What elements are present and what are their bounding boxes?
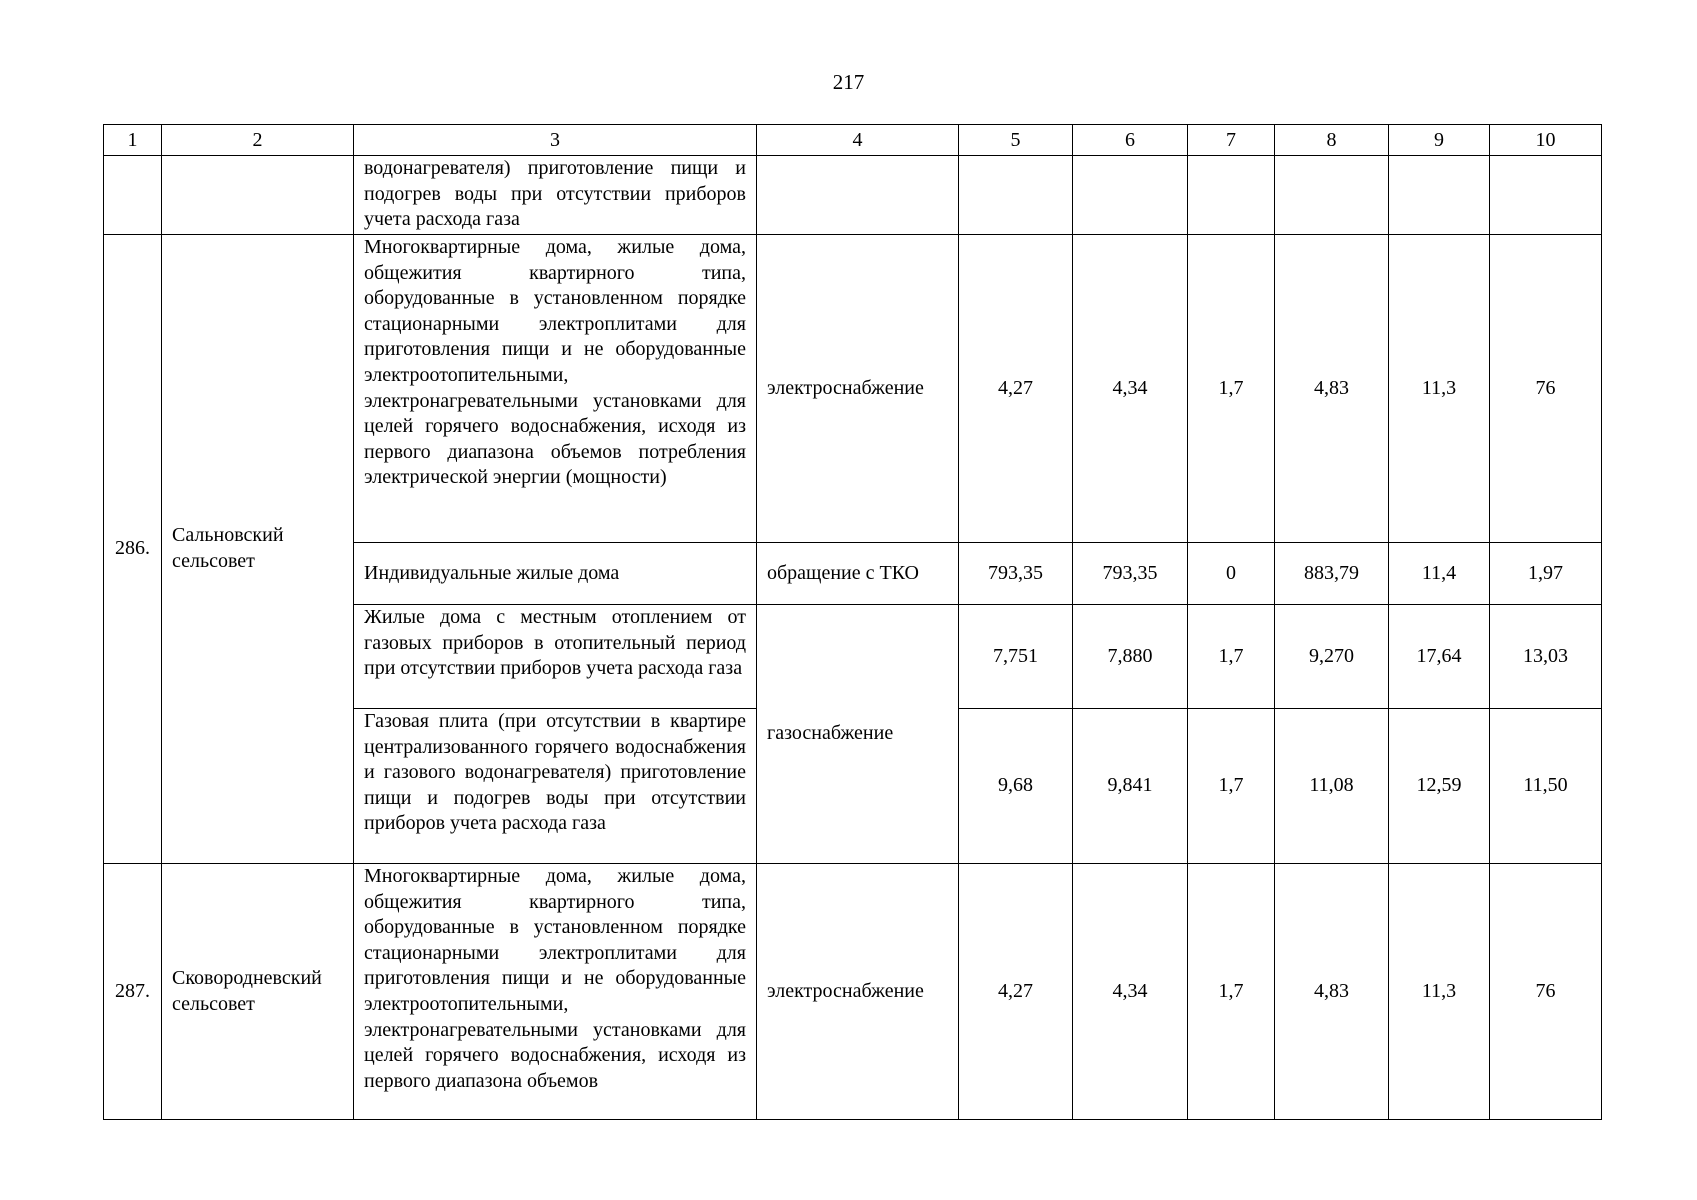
value-cell: 11,50 bbox=[1490, 709, 1602, 864]
service-type: газоснабжение bbox=[757, 605, 959, 864]
column-number: 5 bbox=[959, 125, 1073, 156]
column-number: 9 bbox=[1389, 125, 1490, 156]
empty-cell bbox=[959, 156, 1073, 235]
consumer-category: Индивидуальные жилые дома bbox=[354, 543, 757, 605]
municipality-name: Сальновский сельсовет bbox=[162, 235, 354, 864]
value-cell: 9,270 bbox=[1275, 605, 1389, 709]
value-cell: 11,4 bbox=[1389, 543, 1490, 605]
entry-number: 287. bbox=[104, 864, 162, 1120]
table-row bbox=[104, 864, 1602, 1120]
value-cell: 883,79 bbox=[1275, 543, 1389, 605]
continuation-row bbox=[104, 156, 1602, 235]
consumer-category: водонагревателя) приготовление пищи и подогрев воды при отсутствии приборов учета расхода газа bbox=[354, 156, 757, 235]
value-cell: 4,34 bbox=[1073, 864, 1188, 1120]
value-cell: 9,841 bbox=[1073, 709, 1188, 864]
column-number: 4 bbox=[757, 125, 959, 156]
column-number: 1 bbox=[104, 125, 162, 156]
value-cell: 4,27 bbox=[959, 864, 1073, 1120]
empty-cell bbox=[1490, 156, 1602, 235]
value-cell: 1,7 bbox=[1188, 605, 1275, 709]
value-cell: 4,83 bbox=[1275, 864, 1389, 1120]
value-cell: 1,7 bbox=[1188, 709, 1275, 864]
value-cell: 4,83 bbox=[1275, 235, 1389, 543]
value-cell: 9,68 bbox=[959, 709, 1073, 864]
empty-cell bbox=[1389, 156, 1490, 235]
consumer-category: Газовая плита (при отсутствии в квартире централизованного горячего водоснабжения и газового водонагревателя) приготовление пищи и подогрев воды при отсутствии приборов учета расхода газа bbox=[354, 709, 757, 864]
tariff-table bbox=[103, 124, 1602, 1120]
value-cell: 11,3 bbox=[1389, 864, 1490, 1120]
empty-cell bbox=[162, 156, 354, 235]
value-cell: 1,97 bbox=[1490, 543, 1602, 605]
value-cell: 11,3 bbox=[1389, 235, 1490, 543]
column-number: 7 bbox=[1188, 125, 1275, 156]
municipality-name: Сковородневский сельсовет bbox=[162, 864, 354, 1120]
column-number: 6 bbox=[1073, 125, 1188, 156]
consumer-category: Многоквартирные дома, жилые дома, общежития квартирного типа, оборудованные в установленном порядке стационарными электроплитами для приготовления пищи и не оборудованные электроотопительными, электронагревательными установками для целей горячего водоснабжения, исходя из первого диапазона объемов потребления электрической энергии (мощности) bbox=[354, 235, 757, 543]
consumer-category: Жилые дома с местным отоплением от газовых приборов в отопительный период при отсутствии приборов учета расхода газа bbox=[354, 605, 757, 709]
value-cell: 4,27 bbox=[959, 235, 1073, 543]
value-cell: 76 bbox=[1490, 235, 1602, 543]
value-cell: 793,35 bbox=[959, 543, 1073, 605]
column-number: 2 bbox=[162, 125, 354, 156]
table-row bbox=[104, 235, 1602, 543]
column-number: 10 bbox=[1490, 125, 1602, 156]
value-cell: 13,03 bbox=[1490, 605, 1602, 709]
service-type: электроснабжение bbox=[757, 235, 959, 543]
value-cell: 11,08 bbox=[1275, 709, 1389, 864]
value-cell: 1,7 bbox=[1188, 864, 1275, 1120]
column-number-row bbox=[104, 125, 1602, 156]
service-type: обращение с ТКО bbox=[757, 543, 959, 605]
empty-cell bbox=[1275, 156, 1389, 235]
value-cell: 7,880 bbox=[1073, 605, 1188, 709]
value-cell: 4,34 bbox=[1073, 235, 1188, 543]
empty-cell bbox=[104, 156, 162, 235]
value-cell: 7,751 bbox=[959, 605, 1073, 709]
page-number: 217 bbox=[832, 70, 865, 94]
value-cell: 793,35 bbox=[1073, 543, 1188, 605]
value-cell: 76 bbox=[1490, 864, 1602, 1120]
entry-number: 286. bbox=[104, 235, 162, 864]
empty-cell bbox=[757, 156, 959, 235]
column-number: 3 bbox=[354, 125, 757, 156]
value-cell: 0 bbox=[1188, 543, 1275, 605]
value-cell: 17,64 bbox=[1389, 605, 1490, 709]
value-cell: 12,59 bbox=[1389, 709, 1490, 864]
column-number: 8 bbox=[1275, 125, 1389, 156]
empty-cell bbox=[1188, 156, 1275, 235]
service-type: электроснабжение bbox=[757, 864, 959, 1120]
empty-cell bbox=[1073, 156, 1188, 235]
value-cell: 1,7 bbox=[1188, 235, 1275, 543]
consumer-category: Многоквартирные дома, жилые дома, общежития квартирного типа, оборудованные в установленном порядке стационарными электроплитами для приготовления пищи и не оборудованные электроотопительными, электронагревательными установками для целей горячего водоснабжения, исходя из первого диапазона объемов bbox=[354, 864, 757, 1120]
